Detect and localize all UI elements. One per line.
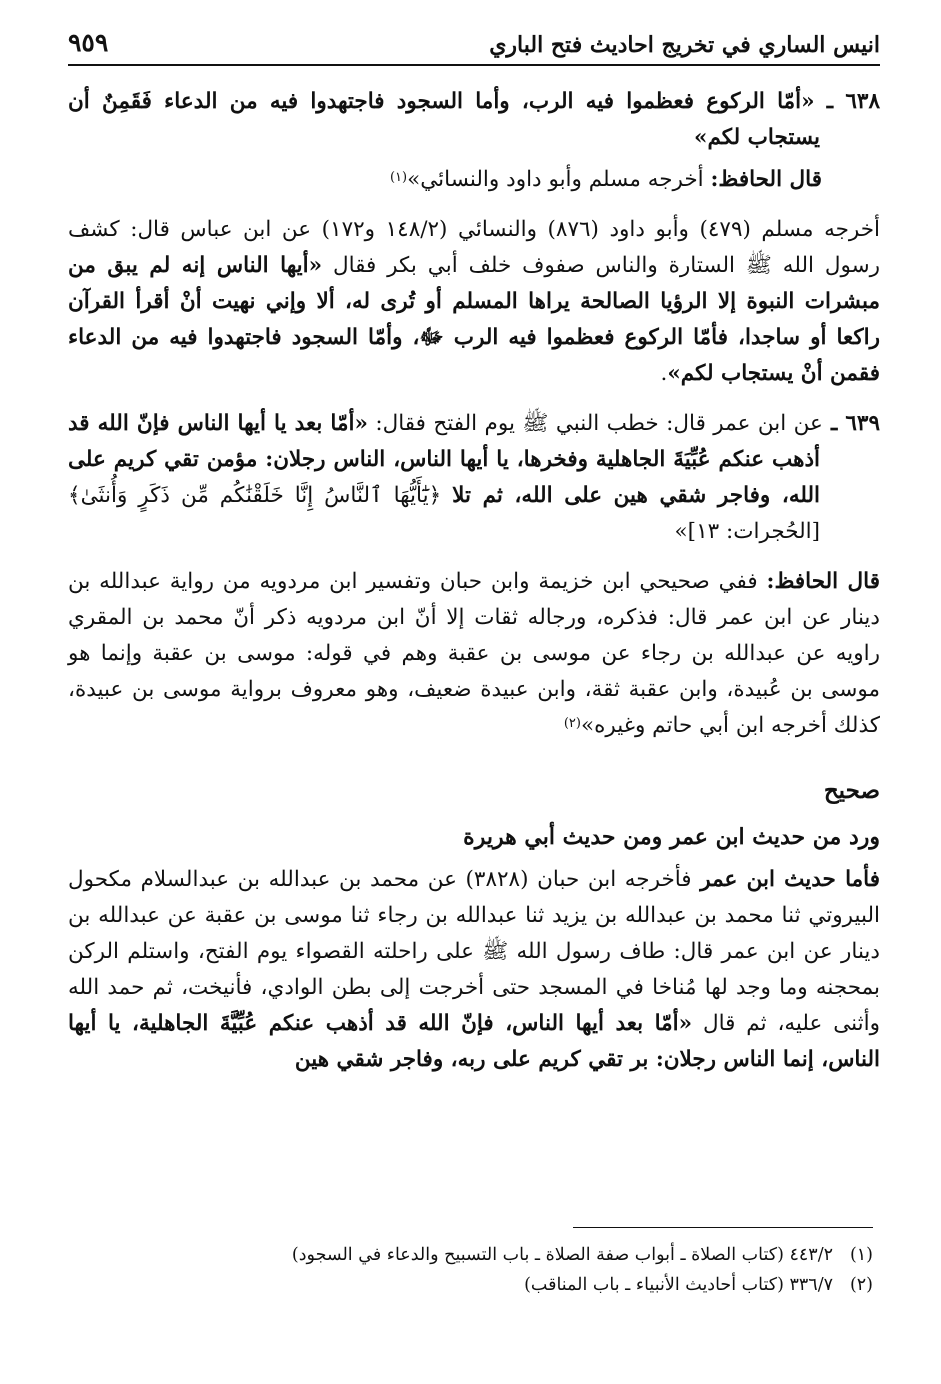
takhrij-end: . — [660, 361, 668, 386]
hadith-638 — [68, 84, 880, 156]
hadith-number: ٦٣٨ ـ — [814, 89, 880, 114]
ibn-umar-takhrij — [68, 862, 880, 1078]
page-number: ٩٥٩ — [68, 28, 109, 57]
footnote-1 — [61, 1240, 873, 1270]
hadith-quote: «أمّا بعد يا أيها الناس فإنّ الله قد أذهب عنكم عُبِّيَةَ الجاهلية وفخرها، يا أيها الناس، الناس رجلان: مؤمن تقي كريم على الله، وفاجر شقي هين على الله، ثم تلا — [68, 411, 821, 508]
footnote-ref: (٢) — [563, 716, 581, 731]
ibn-umar-lead: فأما حديث ابن عمر — [700, 867, 881, 892]
takhrij-quote: «أيها الناس إنه لم يبق من مبشرات النبوة إلا الرؤيا الصالحة يراها المسلم أو تُرى له، ألا وإني نهيت أنْ أقرأ القرآن راكعا أو ساجدا، فأمّا الركوع فعظموا فيه الرب ﷻ، وأمّا السجود فاجتهدوا فيه من الدعاء فقمن أنْ يستجاب لكم» — [68, 253, 880, 386]
hafiz-text: ففي صحيحي ابن خزيمة وابن حبان وتفسير ابن مردويه من رواية عبدالله بن دينار عن ابن عمر قال: فذكره، ورجاله ثقات إلا أنّ ابن مردويه ذكر أنّ محمد بن المقري راويه عن عبدالله بن رجاء عن موسى بن عقبة وهم في قوله: موسى بن عقبة وإنما هو موسى بن عُبيدة، وابن عقبة ثقة، وابن عبيدة ضعيف، وهو معروف برواية موسى بن عبيدة، كذلك أخرجه ابن أبي حاتم وغيره» — [68, 569, 880, 738]
footnote-label: (١) — [849, 1245, 873, 1265]
hafiz-comment-639 — [68, 564, 880, 744]
running-header — [68, 26, 880, 66]
routes-heading: ورد من حديث ابن عمر ومن حديث أبي هريرة — [463, 824, 880, 850]
takhrij-intro: أخرجه مسلم (٤٧٩) وأبو داود (٨٧٦) والنسائي (١٤٨/٢ و١٧٢) عن ابن عباس قال: كشف رسول الله ﷺ الستارة والناس صفوف خلف أبي بكر فقال — [68, 217, 881, 278]
quran-verse: ﴿يَٰٓأَيُّهَا ٱلنَّاسُ إِنَّا خَلَقْنَٰكُم مِّن ذَكَرٍ وَأُنثَىٰ﴾ — [68, 483, 453, 508]
hafiz-text: أخرجه مسلم وأبو داود والنسائي» — [407, 167, 711, 192]
hadith-639 — [68, 406, 880, 550]
grade-heading: صحيح — [823, 777, 880, 804]
hadith-number: ٦٣٩ ـ — [822, 411, 880, 436]
book-title: انيس الساري في تخريج احاديث فتح الباري — [489, 32, 880, 58]
hadith-text: «أمّا الركوع فعظموا فيه الرب، وأما السجود فاجتهدوا فيه من الدعاء فَقَمِنٌ أن يستجاب لكم» — [68, 89, 820, 150]
hadith-intro: عن ابن عمر قال: خطب النبي ﷺ يوم الفتح فقال: — [367, 411, 823, 436]
verse-reference: [الحُجرات: ١٣]» — [674, 519, 820, 544]
ibn-umar-text: فأخرجه ابن حبان (٣٨٢٨) عن محمد بن عبدالله بن عبدالسلام مكحول البيروتي ثنا محمد بن عبدالله بن يزيد ثنا عبدالله بن رجاء ثنا موسى بن عقبة عن عبدالله بن دينار عن ابن عمر قال: طاف رسول الله ﷺ على راحلته القصواء يوم الفتح، واستلم الركن بمحجنه وما وجد لها مُناخا في المسجد حتى أخرجت إلى بطن الوادي، فأنيخت، ثم حمد الله وأثنى عليه، ثم قال — [68, 867, 880, 1036]
footnote-text: ٣٣٦/٧ (كتاب أحاديث الأنبياء ـ باب المناقب) — [524, 1275, 833, 1295]
hafiz-comment-638 — [68, 162, 880, 198]
footnote-ref: (١) — [389, 170, 408, 185]
footnote-text: ٤٤٣/٢ (كتاب الصلاة ـ أبواب صفة الصلاة ـ باب التسبيح والدعاء في السجود) — [291, 1245, 833, 1265]
ibn-umar-quote: «أمّا بعد أيها الناس، فإنّ الله قد أذهب عنكم عُبِّيَّةَ الجاهلية، يا أيها الناس، إنما الناس رجلان: بر تقي كريم على ربه، وفاجر شقي هين — [68, 1011, 880, 1072]
footnotes — [61, 1240, 873, 1300]
footnote-label: (٢) — [849, 1275, 873, 1295]
header-rule — [68, 64, 880, 66]
page-body — [68, 84, 880, 1078]
takhrij-638 — [68, 212, 880, 392]
hafiz-label: قال الحافظ: — [710, 167, 822, 192]
footnote-2 — [61, 1270, 873, 1300]
footnote-rule — [573, 1227, 873, 1228]
hafiz-label: قال الحافظ: — [766, 569, 881, 594]
